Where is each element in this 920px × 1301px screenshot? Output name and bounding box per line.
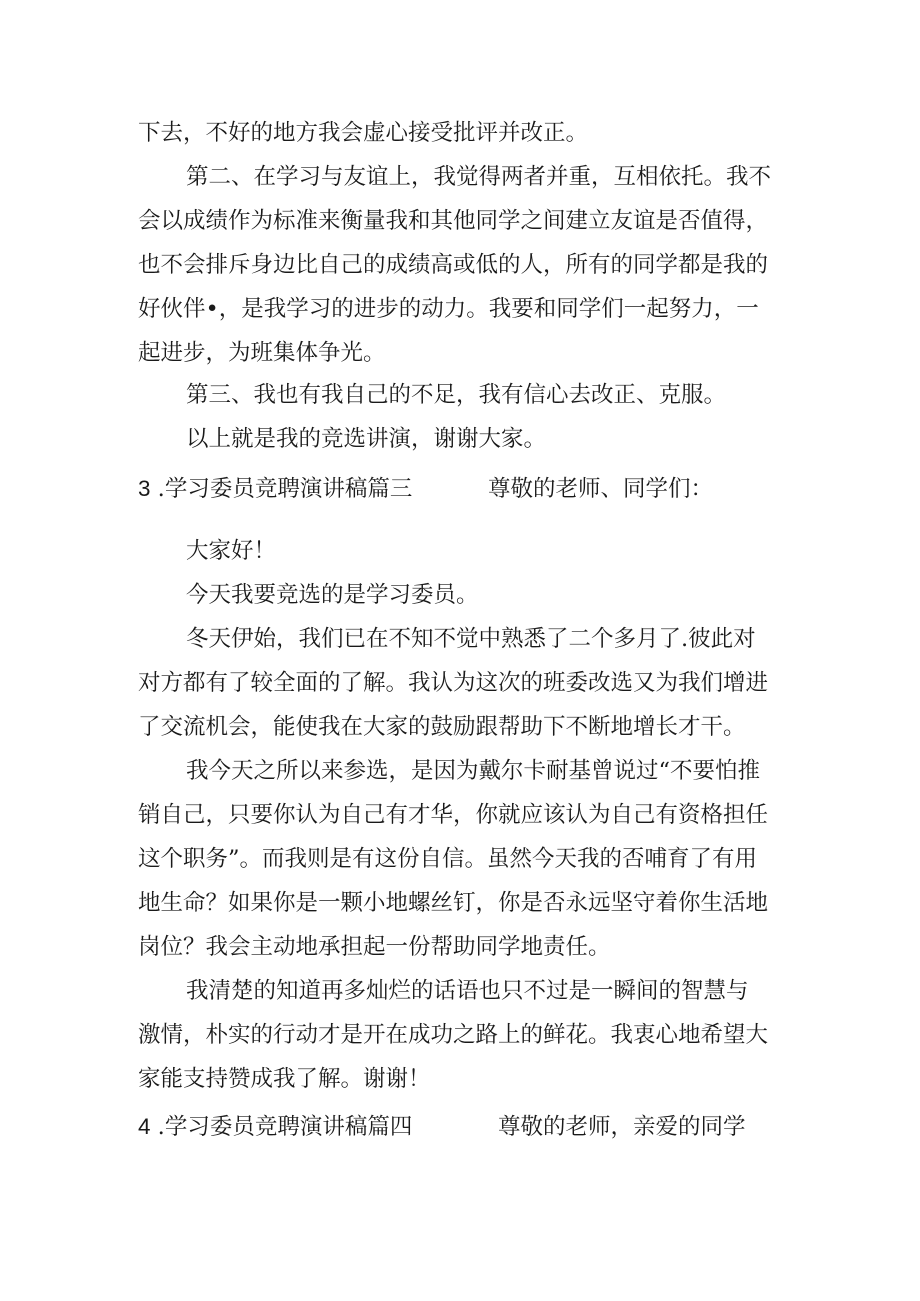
text-line: 对方都有了较全面的了解。我认为这次的班委改选又为我们增进 <box>138 670 769 696</box>
heading-title: .学习委员竞聘演讲稿篇四 <box>157 1114 413 1140</box>
text-line: 激情，朴实的行动才是开在成功之路上的鲜花。我衷心地希望大 <box>138 1022 769 1048</box>
text-line: 第二、在学习与友谊上，我觉得两者并重，互相依托。我不 <box>186 164 772 190</box>
text-line: 起进步，为班集体争光。 <box>138 340 386 366</box>
text-line: 这个职务”。而我则是有这份自信。虽然今天我的否哺育了有用 <box>138 846 758 872</box>
heading-title: .学习委员竞聘演讲稿篇三 <box>157 476 413 502</box>
text-line: 我今天之所以来参选，是因为戴尔卡耐基曾说过“不要怕推 <box>186 758 761 784</box>
text-line: 下去，不好的地方我会虚心接受批评并改正。 <box>138 120 589 146</box>
text-line: 我清楚的知道再多灿烂的话语也只不过是一瞬间的智慧与 <box>186 978 749 1004</box>
section-heading-4 <box>138 1112 412 1142</box>
text-line: 了交流机会，能使我在大家的鼓励跟帮助下不断地增长才干。 <box>138 714 746 740</box>
heading-number: 4 <box>138 1114 151 1139</box>
text-line: 销自己，只要你认为自己有才华，你就应该认为自己有资格担任 <box>138 802 769 828</box>
heading-number: 3 <box>138 476 151 501</box>
text-line: 也不会排斥身边比自己的成绩高或低的人，所有的同学都是我的 <box>138 252 769 278</box>
text-line: 地生命？如果你是一颗小地螺丝钉，你是否永远坚守着你生活地 <box>138 890 769 916</box>
text-line: 岗位？我会主动地承担起一份帮助同学地责任。 <box>138 934 611 960</box>
text-line: 第三、我也有我自己的不足，我有信心去改正、克服。 <box>186 382 727 408</box>
text-line: 会以成绩作为标准来衡量我和其他同学之间建立友谊是否值得， <box>138 208 769 234</box>
heading-greeting: 尊敬的老师，亲爱的同学 <box>498 1114 746 1140</box>
text-line: 今天我要竞选的是学习委员。 <box>186 582 479 608</box>
text-line: 大家好！ <box>186 538 277 564</box>
text-line: 好伙伴•，是我学习的进步的动力。我要和同学们一起努力，一 <box>138 296 759 322</box>
text-line: 以上就是我的竞选讲演，谢谢大家。 <box>186 426 547 452</box>
text-line: 家能支持赞成我了解。谢谢！ <box>138 1066 431 1092</box>
section-heading-3 <box>138 474 412 504</box>
text-line: 冬天伊始，我们已在不知不觉中熟悉了二个多月了.彼此对 <box>186 626 756 652</box>
heading-greeting: 尊敬的老师、同学们： <box>488 476 714 502</box>
